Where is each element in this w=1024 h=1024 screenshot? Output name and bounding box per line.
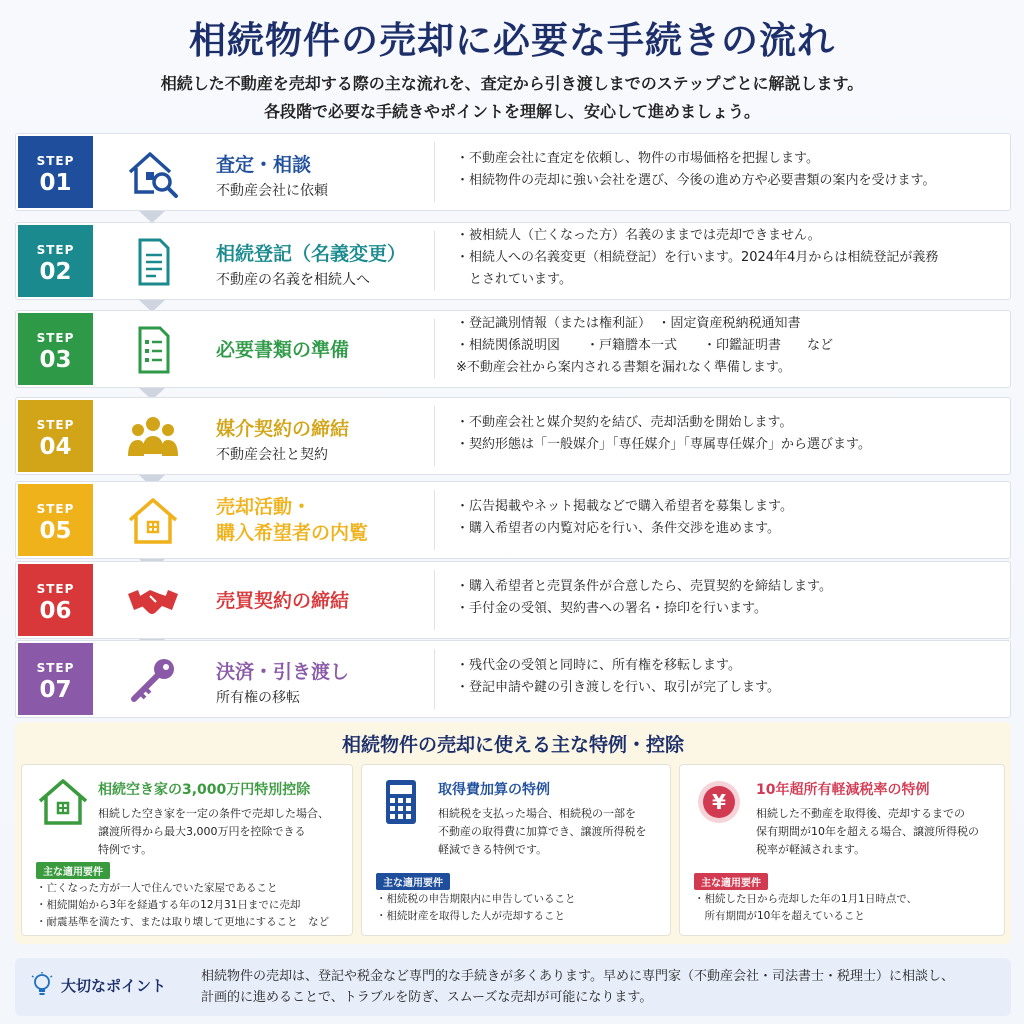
step-number: 06 [39, 598, 72, 624]
card-requirements [376, 891, 576, 925]
step-divider [434, 406, 435, 466]
step-title: 媒介契約の締結 [216, 418, 350, 440]
step-divider [434, 649, 435, 709]
step-description-line: ・契約形態は「一般媒介」「専任媒介」「専属専任媒介」から選びます。 [456, 437, 871, 452]
step-description-line: ・相続関係説明図 ・戸籍謄本一式 ・印鑑証明書 など [456, 338, 834, 353]
checklist-icon [126, 325, 180, 375]
card-requirement-item: ・相続開始から3年を経過する年の12月31日までに売却 [36, 899, 301, 911]
step-title: 売却活動・ [216, 496, 312, 518]
card-description-line: 税率が軽減されます。 [756, 843, 866, 856]
step-description [456, 576, 1000, 620]
yen-coin-icon [694, 777, 744, 827]
step-divider [434, 231, 435, 291]
step-05 [15, 481, 1011, 559]
step-number-badge [18, 564, 93, 636]
subtitle-line-1: 相続した不動産を売却する際の主な流れを、査定から引き渡しまでのステップごとに解説します。 [160, 74, 864, 93]
step-label: STEP [36, 582, 75, 596]
page-subtitle [0, 70, 1024, 126]
step-title: 相続登記（名義変更） [216, 243, 407, 265]
card-description-line: 特例です。 [98, 843, 153, 856]
requirements-badge: 主な適用要件 [36, 862, 110, 879]
point-label: 大切なポイント [61, 977, 167, 995]
step-number-badge [18, 313, 93, 385]
step-subtitle: 不動産の名義を相続人へ [216, 272, 370, 288]
step-description [456, 655, 1000, 699]
step-description [456, 412, 1000, 456]
card-description-line: 軽減できる特例です。 [438, 843, 548, 856]
card-description [98, 805, 329, 859]
step-description-line: とされています。 [456, 272, 572, 287]
people-icon [126, 412, 180, 462]
step-description-line: ・購入希望者の内覧対応を行い、条件交渉を進めます。 [456, 521, 780, 536]
step-description-line: ・購入希望者と売買条件が合意したら、売買契約を締結します。 [456, 579, 832, 594]
point-text [201, 966, 954, 1008]
requirements-badge: 主な適用要件 [376, 873, 450, 890]
step-subtitle: 不動産会社に依頼 [216, 183, 328, 199]
step-07 [15, 640, 1011, 718]
step-label: STEP [36, 502, 75, 516]
step-title: 必要書類の準備 [216, 339, 350, 361]
card-description [438, 805, 647, 859]
step-title: 売買契約の締結 [216, 590, 350, 612]
step-subtitle: 不動産会社と契約 [216, 447, 328, 463]
card-description-line: 保有期間が10年を超える場合、譲渡所得税の [756, 825, 979, 838]
special-title: 相続物件の売却に使える主な特例・控除 [341, 734, 684, 756]
document-icon [126, 237, 180, 287]
step-number-badge [18, 225, 93, 297]
step-label: STEP [36, 661, 75, 675]
step-subtitle: 所有権の移転 [216, 690, 300, 706]
card-description-line: 不動産の取得費に加算でき、譲渡所得税を [438, 825, 647, 838]
step-number-badge [18, 400, 93, 472]
house-search-icon [126, 148, 180, 198]
point-line-1: 相続物件の売却は、登記や税金など専門的な手続きが多くあります。早めに専門家（不動産会社・司法書士・税理士）に相談し、 [201, 969, 954, 984]
step-divider [434, 319, 435, 379]
step-number-badge [18, 484, 93, 556]
step-divider [434, 142, 435, 202]
card-requirement-item: ・相続した日から売却した年の1月1日時点で、 [694, 893, 918, 905]
page-title: 相続物件の売却に必要な手続きの流れ [189, 19, 835, 62]
step-01 [15, 133, 1011, 211]
step-03 [15, 310, 1011, 388]
step-number: 03 [39, 347, 72, 373]
step-description-line: ・手付金の受領、契約書への署名・捺印を行います。 [456, 601, 767, 616]
step-02 [15, 222, 1011, 300]
step-divider [434, 490, 435, 550]
card-title: 相続空き家の3,000万円特別控除 [98, 782, 311, 798]
card-requirement-item: ・相続財産を取得した人が売却すること [376, 910, 565, 922]
step-description [456, 148, 1000, 192]
special-card-2 [361, 764, 671, 936]
card-requirement-item: 所有期間が10年を超えていること [694, 910, 865, 922]
house-icon [36, 777, 86, 827]
lightbulb-icon [31, 972, 53, 998]
card-description-line: 相続した空き家を一定の条件で売却した場合、 [98, 807, 329, 820]
step-number-badge [18, 643, 93, 715]
step-label: STEP [36, 418, 75, 432]
card-description-line: 相続税を支払った場合、相続税の一部を [438, 807, 636, 820]
step-description [456, 313, 1000, 379]
step-number-badge [18, 136, 93, 208]
step-title: 査定・相談 [216, 154, 312, 176]
step-label: STEP [36, 331, 75, 345]
step-description-line: ・登記識別情報（または権利証） ・固定資産税納税通知書 [456, 316, 801, 331]
step-description-line: ・相続物件の売却に強い会社を選び、今後の進め方や必要書類の案内を受けます。 [456, 173, 936, 188]
step-04 [15, 397, 1011, 475]
step-title-line-2: 購入希望者の内覧 [216, 522, 369, 544]
requirements-badge: 主な適用要件 [694, 873, 768, 890]
step-number: 07 [39, 677, 72, 703]
step-label: STEP [36, 154, 75, 168]
subtitle-line-2: 各段階で必要な手続きやポイントを理解し、安心して進めましょう。 [263, 102, 760, 121]
card-description-line: 相続した不動産を取得後、売却するまでの [756, 807, 965, 820]
point-line-2: 計画的に進めることで、トラブルを防ぎ、スムーズな売却が可能になります。 [201, 990, 653, 1005]
card-requirements [36, 880, 329, 931]
calculator-icon [376, 777, 426, 827]
house-icon [126, 496, 180, 546]
step-description [456, 496, 1000, 540]
step-description-line: ・不動産会社と媒介契約を結び、売却活動を開始します。 [456, 415, 793, 430]
step-06 [15, 561, 1011, 639]
special-card-1 [21, 764, 353, 936]
handshake-icon [126, 576, 180, 626]
key-icon [126, 655, 180, 705]
step-description-line: ※不動産会社から案内される書類を漏れなく準備します。 [456, 360, 791, 375]
step-description-line: ・被相続人（亡くなった方）名義のままでは売却できません。 [456, 228, 821, 243]
special-section [15, 722, 1011, 944]
important-point-box [15, 958, 1011, 1016]
card-requirement-item: ・耐震基準を満たす、または取り壊して更地にすること など [36, 916, 330, 928]
step-description-line: ・残代金の受領と同時に、所有権を移転します。 [456, 658, 741, 673]
step-description-line: ・広告掲載やネット掲載などで購入希望者を募集します。 [456, 499, 793, 514]
card-requirement-item: ・相続税の申告期限内に申告していること [376, 893, 576, 905]
card-description-line: 譲渡所得から最大3,000万円を控除できる [98, 825, 306, 838]
step-description-line: ・登記申請や鍵の引き渡しを行い、取引が完了します。 [456, 680, 780, 695]
special-card-3 [679, 764, 1005, 936]
step-number: 02 [39, 259, 72, 285]
step-number: 01 [39, 170, 72, 196]
step-divider [434, 570, 435, 630]
card-title: 取得費加算の特例 [438, 782, 550, 798]
step-description-line: ・相続人への名義変更（相続登記）を行います。2024年4月からは相続登記が義務 [456, 250, 939, 265]
card-requirements [694, 891, 917, 925]
step-label: STEP [36, 243, 75, 257]
step-description-line: ・不動産会社に査定を依頼し、物件の市場価格を把握します。 [456, 151, 819, 166]
card-requirement-item: ・亡くなった方が一人で住んでいた家屋であること [36, 882, 278, 894]
step-number: 05 [39, 518, 72, 544]
step-number: 04 [39, 434, 72, 460]
card-title: 10年超所有軽減税率の特例 [756, 782, 930, 798]
step-title: 決済・引き渡し [216, 661, 350, 683]
card-description [756, 805, 979, 859]
svg-text:¥: ¥ [712, 790, 726, 814]
step-description [456, 225, 1000, 291]
